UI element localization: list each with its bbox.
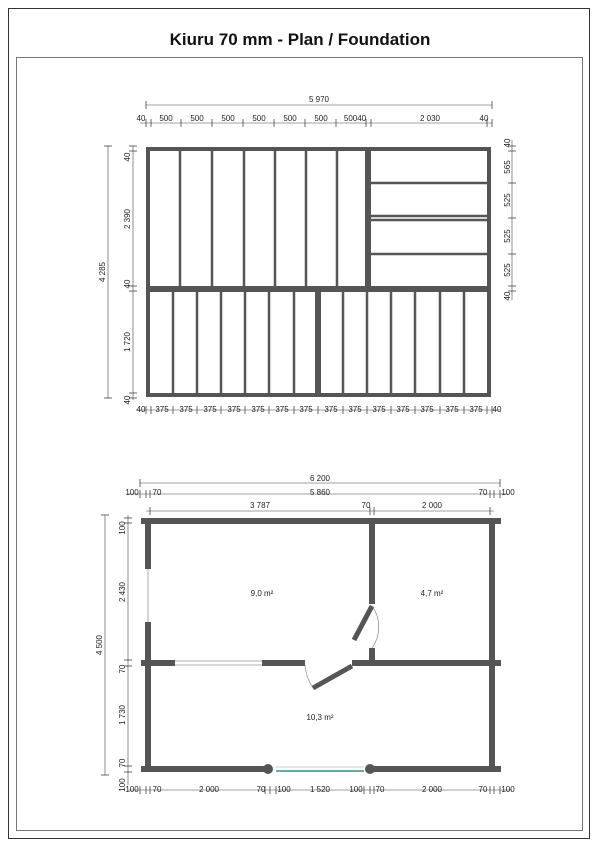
fdn-top-seg-4: 500 [252,114,266,123]
floor-top3-seg-1: 70 [361,501,371,510]
floor-top2-seg-2: 5 860 [309,488,331,497]
fdn-right-seg-2: 525 [503,193,512,207]
fdn-bottom-seg-15: 40 [492,405,502,414]
fdn-bottom-seg-4: 375 [227,405,241,414]
fdn-right-seg-5: 40 [503,291,512,301]
foundation-plan [98,95,516,414]
fdn-left-seg-1: 2 390 [123,208,132,230]
door-sauna [354,606,379,648]
fdn-top-seg-9: 40 [479,114,489,123]
fdn-bottom-seg-13: 375 [445,405,459,414]
floor-bottom-seg-5: 1 520 [309,785,331,794]
fdn-bottom-seg-3: 375 [203,405,217,414]
fdn-right-seg-3: 525 [503,229,512,243]
room-area-left: 9,0 m² [250,589,274,598]
floor-left-seg-5: 100 [118,778,127,792]
floor-bottom-seg-9: 70 [478,785,488,794]
fdn-bottom-seg-9: 375 [348,405,362,414]
floor-top2-seg-0: 100 [125,488,139,497]
floor-left-seg-1: 2 430 [118,581,127,603]
floor-top3-seg-2: 2 000 [421,501,443,510]
fdn-top-seg-6: 500 [314,114,328,123]
fdn-top-seg-7: 50040 [343,114,367,123]
fdn-right-seg-1: 565 [503,160,512,174]
wall-post-caps [263,764,375,774]
fdn-bottom-seg-1: 375 [155,405,169,414]
fdn-top-seg-3: 500 [221,114,235,123]
floor-bottom-seg-4: 100 [277,785,291,794]
floor-left-seg-2: 70 [118,664,127,674]
floor-left-seg-0: 100 [118,521,127,535]
fdn-left-seg-4: 40 [123,395,132,405]
floor-left-seg-4: 70 [118,758,127,768]
floor-bottom-seg-1: 70 [152,785,162,794]
fdn-bottom-seg-14: 375 [469,405,483,414]
door-middle [305,665,352,688]
fdn-left-seg-3: 1 720 [123,331,132,353]
floor-top2-seg-4: 100 [501,488,515,497]
fdn-bottom-seg-5: 375 [251,405,265,414]
fdn-top-seg-1: 500 [159,114,173,123]
foundation-left-overall: 4 285 [98,261,107,283]
floor-left-seg-3: 1 730 [118,704,127,726]
fdn-right-seg-4: 525 [503,263,512,277]
floor-top-overall: 6 200 [309,474,331,483]
fdn-right-seg-0: 40 [503,138,512,148]
floor-bottom-seg-0: 100 [125,785,139,794]
fdn-left-seg-0: 40 [123,152,132,162]
floor-bottom-seg-10: 100 [501,785,515,794]
fdn-bottom-seg-7: 375 [299,405,313,414]
foundation-top-overall: 5 970 [308,95,330,104]
floor-top2-seg-1: 70 [152,488,162,497]
fdn-bottom-seg-6: 375 [275,405,289,414]
fdn-bottom-seg-2: 375 [179,405,193,414]
fdn-left-seg-2: 40 [123,279,132,289]
fdn-top-seg-2: 500 [190,114,204,123]
fdn-bottom-seg-10: 375 [372,405,386,414]
floor-bottom-seg-8: 2 000 [421,785,443,794]
fdn-bottom-seg-8: 375 [324,405,338,414]
floor-left-overall: 4 500 [95,634,104,656]
fdn-bottom-seg-12: 375 [420,405,434,414]
floor-top2-seg-3: 70 [478,488,488,497]
room-area-right: 4,7 m² [420,589,444,598]
floor-bottom-seg-3: 70 [256,785,266,794]
floor-bottom-seg-7: 70 [375,785,385,794]
walls [141,518,501,772]
fdn-top-seg-5: 500 [283,114,297,123]
floor-plan [95,474,515,794]
floor-bottom-seg-2: 2 000 [198,785,220,794]
page-title: Kiuru 70 mm - Plan / Foundation [169,30,431,49]
floor-top3-seg-0: 3 787 [249,501,271,510]
fdn-bottom-seg-11: 375 [396,405,410,414]
floor-bottom-seg-6: 100 [349,785,363,794]
fdn-top-seg-0: 40 [136,114,146,123]
fdn-top-seg-8: 2 030 [419,114,441,123]
room-area-bottom: 10,3 m² [306,713,334,722]
fdn-bottom-seg-0: 40 [136,405,146,414]
